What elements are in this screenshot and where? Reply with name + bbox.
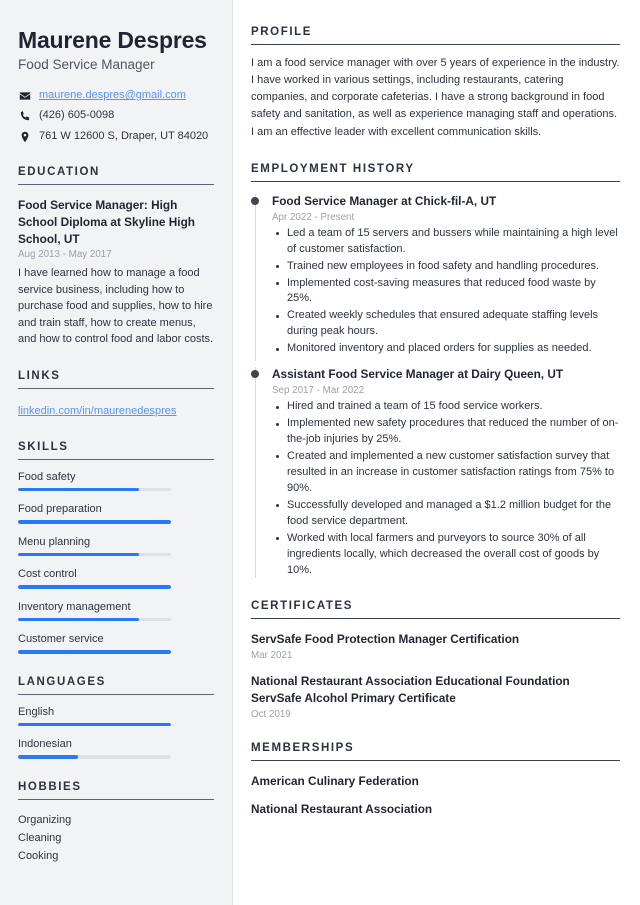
section-memberships (251, 742, 620, 819)
job-bullet: Created and implemented a new customer satisfaction survey that resulted in an increase in customer satisfaction ratings from 75% to 90%. (272, 449, 620, 497)
memberships-heading: MEMBERSHIPS (251, 742, 620, 761)
skill-label: Menu planning (18, 535, 91, 548)
education-heading: EDUCATION (18, 166, 214, 185)
employment-heading: EMPLOYMENT HISTORY (251, 163, 620, 182)
language-level-track (18, 723, 171, 727)
job-bullets (272, 399, 620, 578)
section-skills (18, 441, 214, 654)
job-title: Assistant Food Service Manager at Dairy Queen, UT (272, 367, 564, 382)
language-label: Indonesian (18, 738, 72, 751)
contact-email (18, 88, 214, 103)
section-hobbies (18, 781, 214, 865)
skill-level-track (18, 650, 171, 654)
section-profile (251, 26, 620, 141)
hobby-item: Cleaning (18, 832, 62, 845)
address-value: 761 W 12600 S, Draper, UT 84020 (39, 129, 209, 142)
job-bullet: Trained new employees in food safety and handling procedures. (272, 259, 620, 275)
job-bullet: Led a team of 15 servers and bussers while maintaining a high level of customer satisfaction. (272, 226, 620, 258)
certificate-entry (251, 631, 620, 661)
phone-value: (426) 605-0098 (39, 109, 115, 122)
language-item (18, 738, 214, 759)
contact-list (18, 88, 214, 144)
contact-address (18, 129, 214, 144)
profile-heading: PROFILE (251, 26, 620, 45)
timeline-dot-icon (251, 370, 259, 378)
job-date: Sep 2017 - Mar 2022 (272, 385, 365, 397)
skill-item (18, 568, 214, 589)
profile-text: I am a food service manager with over 5 years of experience in the industry. I have worked in various settings, including restaurants, catering companies, and corporate cafeterias. I have a strong background in food safety and sanitation, as well as experience managing staff and operations. I am an effective leader with excellent communication skills. (251, 57, 620, 138)
skill-item (18, 503, 214, 524)
job-title: Food Service Manager at Chick-fil-A, UT (272, 193, 497, 208)
language-level-track (18, 755, 171, 759)
skills-heading: SKILLS (18, 441, 214, 460)
phone-icon (18, 110, 31, 122)
skill-level-fill (18, 650, 171, 654)
skill-level-track (18, 553, 171, 557)
certificate-entry (251, 673, 620, 720)
skill-level-fill (18, 520, 171, 524)
hobbies-heading: HOBBIES (18, 781, 214, 800)
job-bullets (272, 226, 620, 358)
job-date: Apr 2022 - Present (272, 211, 355, 223)
links-heading: LINKS (18, 370, 214, 389)
hobbies-list (18, 811, 214, 865)
skill-level-fill (18, 585, 171, 589)
skill-label: Food safety (18, 470, 76, 483)
identity-block (18, 26, 214, 72)
skill-label: Customer service (18, 633, 104, 646)
certificate-date: Oct 2019 (251, 708, 291, 720)
certificate-title: ServSafe Food Protection Manager Certification (251, 632, 520, 647)
certificates-heading: CERTIFICATES (251, 600, 620, 619)
job-bullet: Monitored inventory and placed orders for supplies as needed. (272, 341, 620, 357)
main-column (233, 0, 640, 905)
links-list (18, 401, 214, 419)
education-date: Aug 2013 - May 2017 (18, 249, 112, 261)
membership-item: National Restaurant Association (251, 802, 433, 817)
candidate-name: Maurene Despres (18, 27, 207, 53)
skill-level-track (18, 585, 171, 589)
section-education (18, 166, 214, 348)
skill-level-track (18, 488, 171, 492)
job-bullet: Successfully developed and managed a $1.2 million budget for the food service department. (272, 498, 620, 530)
sidebar (0, 0, 233, 905)
email-link[interactable]: maurene.despres@gmail.com (39, 89, 186, 102)
job-bullet: Created weekly schedules that ensured adequate staffing levels during peak hours. (272, 308, 620, 340)
skill-label: Cost control (18, 568, 77, 581)
language-level-fill (18, 755, 78, 759)
certificate-date: Mar 2021 (251, 650, 293, 662)
skill-level-fill (18, 488, 139, 492)
skill-item (18, 536, 214, 557)
envelope-icon (18, 90, 31, 102)
skill-item (18, 633, 214, 654)
language-level-fill (18, 723, 171, 727)
membership-item: American Culinary Federation (251, 773, 419, 788)
hobby-item: Organizing (18, 813, 72, 826)
skill-level-track (18, 618, 171, 622)
skills-list (18, 471, 214, 654)
skill-label: Inventory management (18, 600, 131, 613)
section-links (18, 370, 214, 419)
job-bullet: Implemented new safety procedures that reduced the number of on-the-job injuries by 25%. (272, 416, 620, 448)
languages-list (18, 706, 214, 759)
languages-heading: LANGUAGES (18, 676, 214, 695)
timeline-dot-icon (251, 197, 259, 205)
section-languages (18, 676, 214, 759)
skill-item (18, 601, 214, 622)
skill-level-track (18, 520, 171, 524)
candidate-job-title: Food Service Manager (18, 57, 155, 73)
skill-item (18, 471, 214, 492)
section-certificates (251, 600, 620, 719)
skill-level-fill (18, 618, 139, 622)
link-item-linkedin[interactable]: linkedin.com/in/maurenedespres (18, 404, 177, 417)
language-label: English (18, 705, 55, 718)
employment-entry (251, 194, 620, 357)
education-description: I have learned how to manage a food service business, including how to purchase food and supplies, how to hire and train staff, how to create menus, and how to control food and labor costs. (18, 267, 214, 346)
hobby-item: Cooking (18, 850, 59, 863)
language-item (18, 706, 214, 727)
certificate-title: National Restaurant Association Educational Foundation ServSafe Alcohol Primary Certificate (251, 674, 570, 705)
job-bullet: Hired and trained a team of 15 food service workers. (272, 399, 620, 415)
education-title: Food Service Manager: High School Diploma at Skyline High School, UT (18, 198, 195, 246)
skill-level-fill (18, 553, 139, 557)
skill-label: Food preparation (18, 503, 102, 516)
job-bullet: Worked with local farmers and purveyors to source 30% of all ingredients locally, which decreased the overall cost of goods by 10%. (272, 531, 620, 579)
job-bullet: Implemented cost-saving measures that reduced food waste by 25%. (272, 276, 620, 308)
section-employment-history (251, 163, 620, 579)
contact-phone (18, 108, 214, 123)
employment-entry (251, 367, 620, 578)
employment-timeline (251, 194, 620, 579)
location-pin-icon (18, 131, 31, 143)
